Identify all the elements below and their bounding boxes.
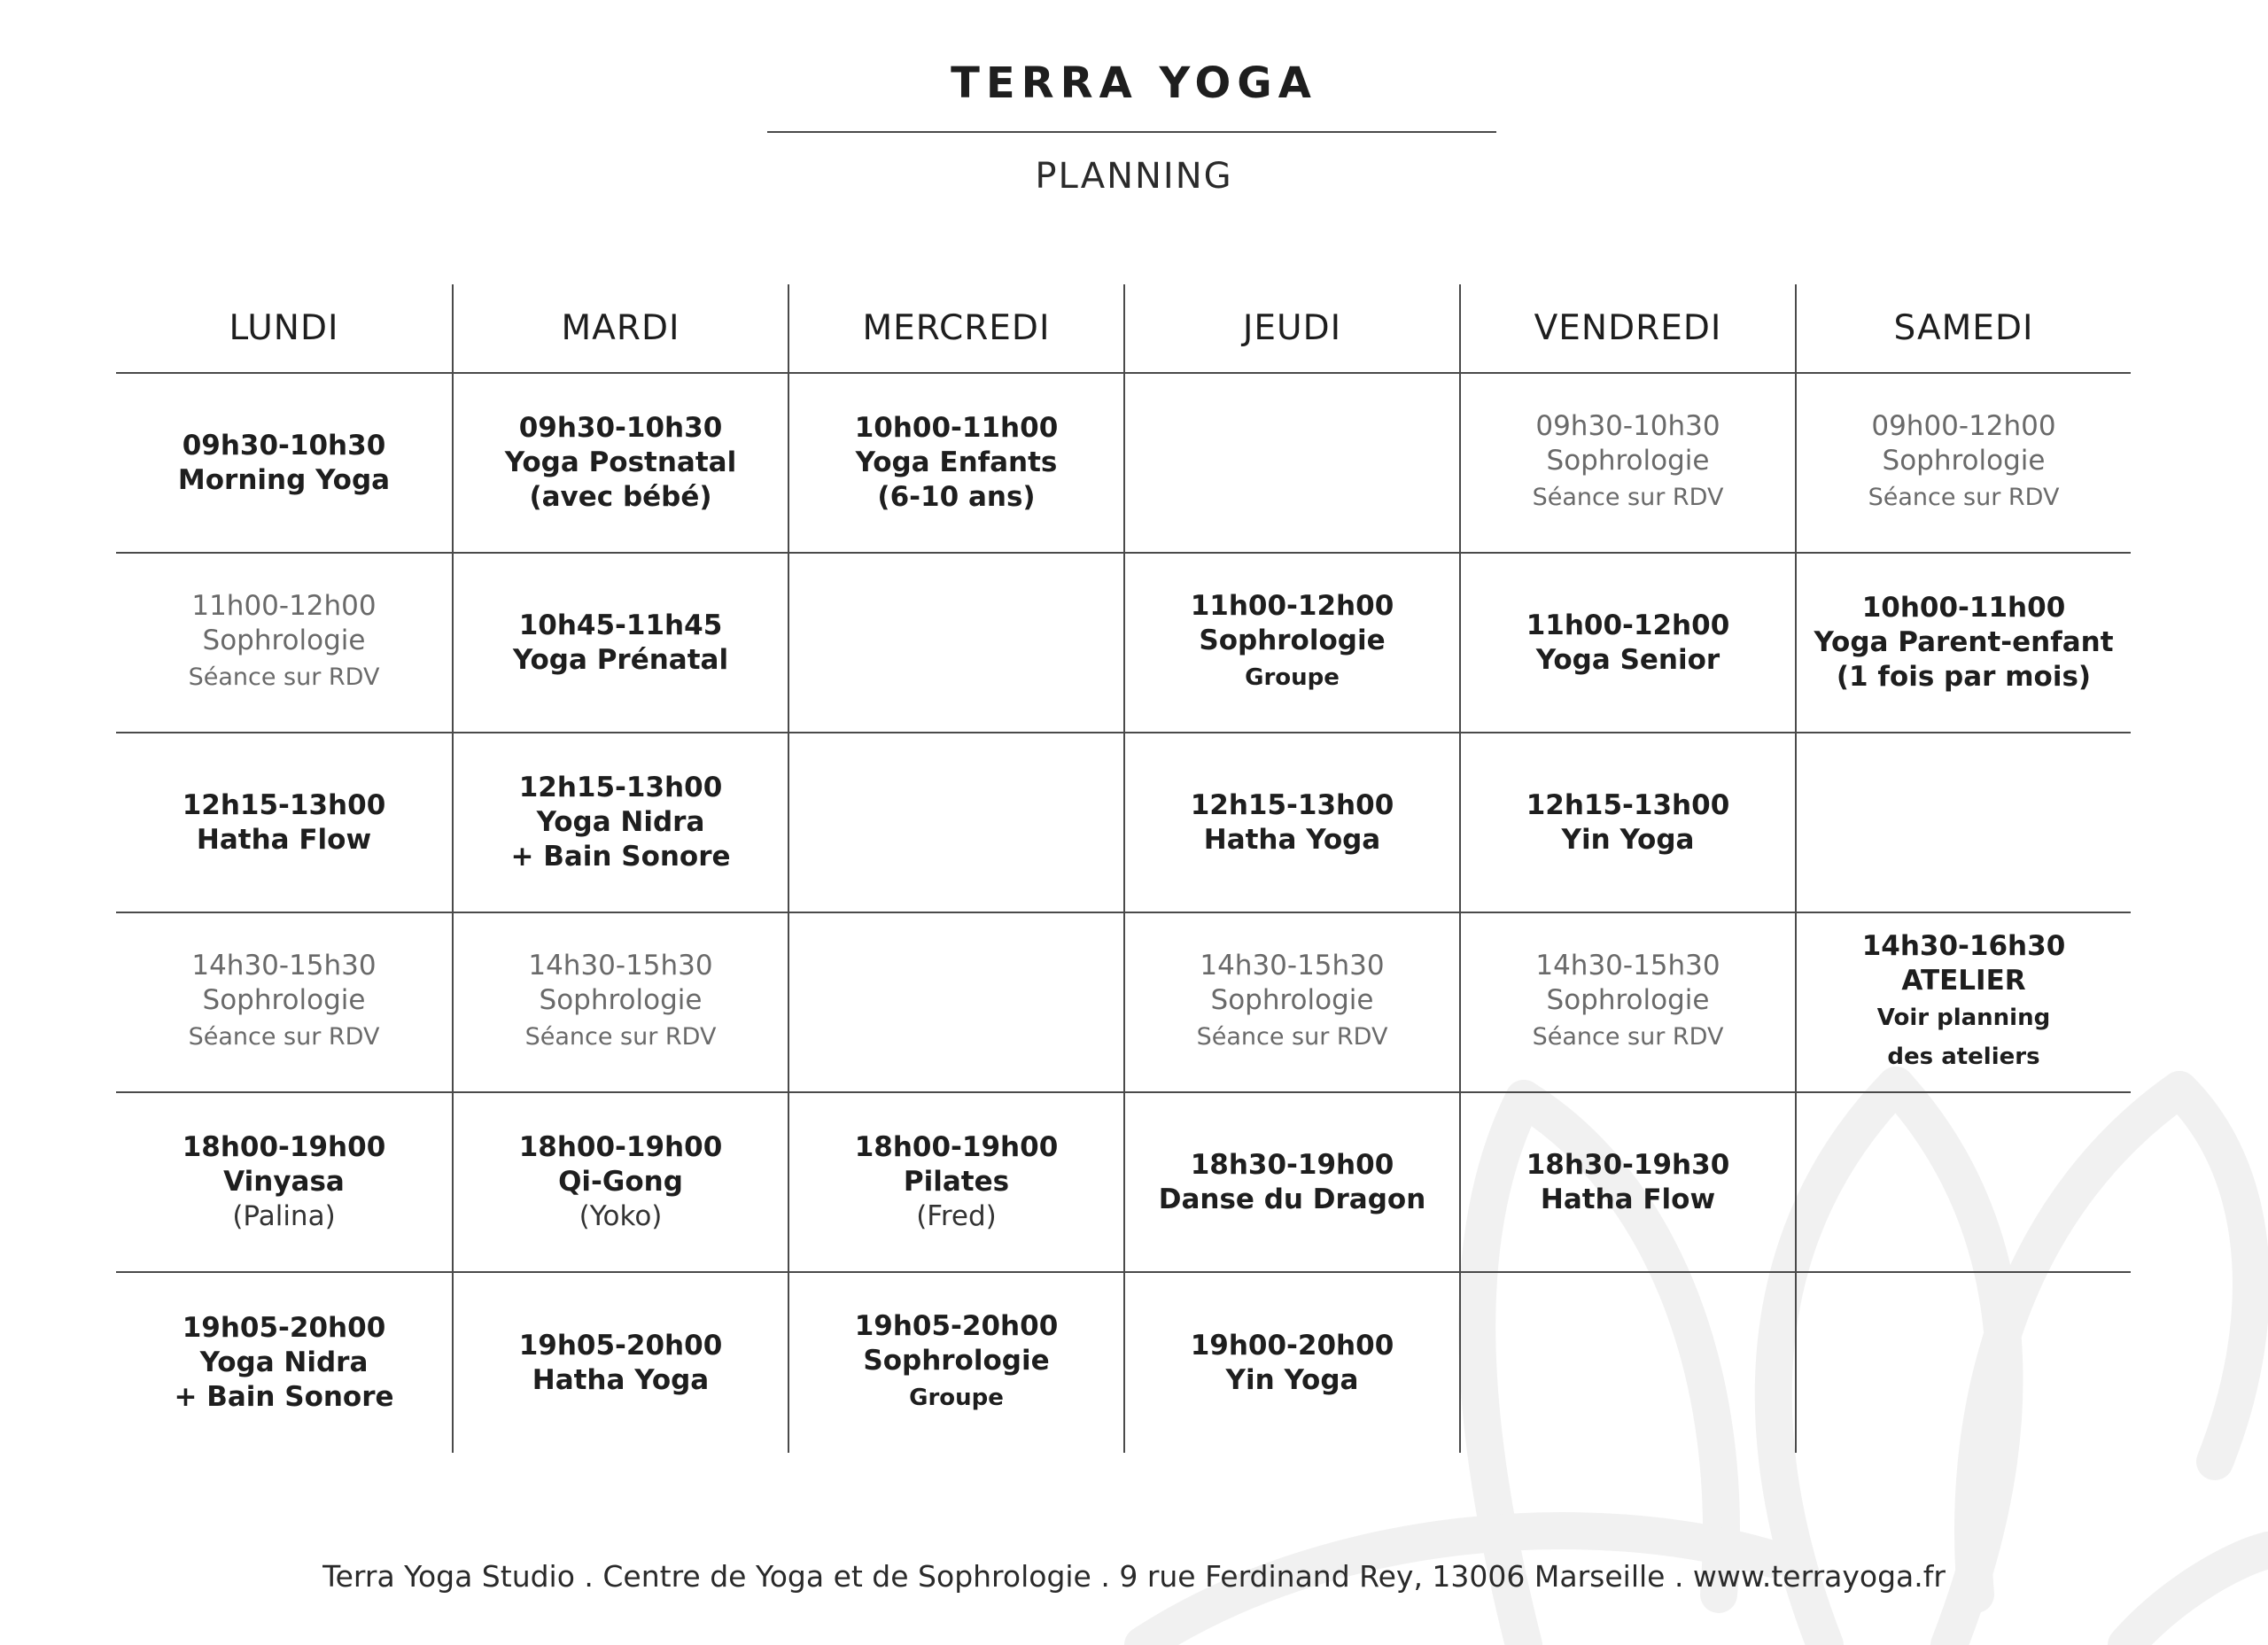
- class-detail: (6-10 ans): [877, 481, 1036, 513]
- schedule-cell: [788, 913, 1123, 1093]
- class-detail: Séance sur RDV: [188, 1022, 380, 1051]
- class-detail: Séance sur RDV: [1532, 483, 1724, 511]
- schedule-cell: [116, 733, 452, 913]
- class-time: 18h00-19h00: [854, 1131, 1059, 1163]
- class-detail: Pilates: [903, 1166, 1010, 1198]
- class-detail: Groupe: [909, 1384, 1004, 1411]
- class-detail: Hatha Yoga: [1203, 823, 1381, 856]
- class-detail: Voir planning: [1876, 1004, 2051, 1031]
- class-time: 12h15-13h00: [1526, 788, 1730, 821]
- page-subtitle: PLANNING: [1035, 156, 1233, 197]
- class-time: 18h30-19h30: [1526, 1148, 1730, 1181]
- class-time: 12h15-13h00: [182, 788, 386, 821]
- class-time: 19h05-20h00: [518, 1329, 723, 1362]
- class-time: 14h30-15h30: [528, 949, 713, 982]
- class-detail: des ateliers: [1887, 1043, 2040, 1070]
- class-detail: Danse du Dragon: [1158, 1183, 1426, 1215]
- class-detail: Yoga Enfants: [855, 446, 1058, 478]
- schedule-cell: [788, 1273, 1123, 1453]
- schedule-cell: [452, 1273, 788, 1453]
- day-header-vendredi: VENDREDI: [1459, 284, 1795, 374]
- class-detail: (1 fois par mois): [1836, 661, 2092, 693]
- schedule-cell: [1123, 1093, 1459, 1273]
- class-time: 18h30-19h00: [1190, 1148, 1394, 1181]
- class-detail: (Yoko): [579, 1200, 663, 1232]
- schedule-cell: [452, 374, 788, 554]
- schedule-cell: [452, 1093, 788, 1273]
- class-detail: Yoga Prénatal: [512, 643, 729, 676]
- class-detail: Yin Yoga: [1561, 823, 1695, 856]
- class-detail: Sophrologie: [1210, 983, 1374, 1016]
- schedule-cell: [1459, 1273, 1795, 1453]
- class-time: 11h00-12h00: [1526, 609, 1730, 641]
- schedule-cell: [452, 913, 788, 1093]
- class-detail: Sophrologie: [202, 983, 366, 1016]
- schedule-cell: [452, 554, 788, 733]
- class-detail: + Bain Sonore: [510, 841, 731, 873]
- schedule-cell: [1795, 913, 2131, 1093]
- schedule-cell: [116, 374, 452, 554]
- class-time: 12h15-13h00: [1190, 788, 1394, 821]
- schedule-cell: [1459, 554, 1795, 733]
- schedule-cell: [1459, 374, 1795, 554]
- class-detail: Sophrologie: [1546, 444, 1710, 477]
- class-detail: Hatha Flow: [196, 823, 372, 856]
- class-detail: Sophrologie: [863, 1344, 1050, 1377]
- class-detail: Séance sur RDV: [1868, 483, 2060, 511]
- schedule-cell: [1123, 374, 1459, 554]
- schedule-cell: [116, 1093, 452, 1273]
- class-time: 10h00-11h00: [1861, 592, 2066, 624]
- class-detail: Séance sur RDV: [188, 663, 380, 691]
- class-detail: Hatha Flow: [1540, 1183, 1716, 1215]
- class-detail: Vinyasa: [223, 1166, 345, 1198]
- day-header-jeudi: JEUDI: [1123, 284, 1459, 374]
- class-detail: Yoga Nidra: [199, 1346, 369, 1378]
- schedule-cell: [1459, 1093, 1795, 1273]
- class-detail: Yoga Nidra: [536, 806, 705, 838]
- schedule-cell: [1123, 733, 1459, 913]
- schedule-cell: [1795, 733, 2131, 913]
- class-time: 14h30-16h30: [1861, 929, 2066, 962]
- schedule-cell: [788, 554, 1123, 733]
- day-header-lundi: LUNDI: [116, 284, 452, 374]
- class-time: 18h00-19h00: [518, 1131, 723, 1163]
- schedule-cell: [1795, 1093, 2131, 1273]
- schedule-cell: [788, 733, 1123, 913]
- class-time: 18h00-19h00: [182, 1131, 386, 1163]
- class-detail: Yoga Postnatal: [504, 446, 737, 478]
- class-time: 09h30-10h30: [182, 429, 386, 462]
- class-detail: Sophrologie: [1199, 624, 1386, 656]
- schedule-cell: [1123, 1273, 1459, 1453]
- class-time: 11h00-12h00: [191, 589, 377, 622]
- class-detail: Sophrologie: [202, 624, 366, 656]
- schedule-cell: [788, 1093, 1123, 1273]
- schedule-cell: [1795, 1273, 2131, 1453]
- class-time: 10h00-11h00: [854, 412, 1059, 444]
- class-detail: (avec bébé): [529, 481, 712, 513]
- class-detail: Séance sur RDV: [1196, 1022, 1388, 1051]
- schedule-cell: [788, 374, 1123, 554]
- class-detail: Séance sur RDV: [524, 1022, 717, 1051]
- class-detail: Yoga Parent-enfant: [1814, 626, 2114, 658]
- class-detail: Groupe: [1245, 663, 1340, 691]
- class-detail: Sophrologie: [539, 983, 703, 1016]
- title-divider: [767, 131, 1496, 133]
- class-detail: ATELIER: [1901, 964, 2026, 997]
- class-time: 19h00-20h00: [1190, 1329, 1394, 1362]
- page-header: [0, 0, 2268, 230]
- class-detail: Hatha Yoga: [532, 1363, 710, 1396]
- class-time: 09h30-10h30: [518, 412, 723, 444]
- schedule-cell: [1795, 374, 2131, 554]
- schedule-cell: [116, 554, 452, 733]
- class-detail: (Palina): [232, 1200, 336, 1232]
- day-header-mardi: MARDI: [452, 284, 788, 374]
- day-header-mercredi: MERCREDI: [788, 284, 1123, 374]
- schedule-cell: [1459, 913, 1795, 1093]
- class-time: 09h00-12h00: [1871, 409, 2056, 442]
- class-time: 14h30-15h30: [191, 949, 377, 982]
- schedule-cell: [1795, 554, 2131, 733]
- class-detail: Sophrologie: [1882, 444, 2046, 477]
- class-detail: (Fred): [916, 1200, 997, 1232]
- schedule-cell: [1459, 733, 1795, 913]
- class-time: 12h15-13h00: [518, 772, 723, 803]
- class-time: 11h00-12h00: [1190, 589, 1394, 622]
- class-detail: Morning Yoga: [177, 463, 391, 496]
- class-detail: Séance sur RDV: [1532, 1022, 1724, 1051]
- class-detail: Yin Yoga: [1225, 1363, 1359, 1396]
- class-detail: Qi-Gong: [558, 1166, 683, 1198]
- schedule-table: [116, 284, 2131, 1453]
- class-time: 19h05-20h00: [182, 1312, 386, 1344]
- schedule-cell: [1123, 554, 1459, 733]
- schedule-cell: [1123, 913, 1459, 1093]
- class-time: 14h30-15h30: [1200, 949, 1385, 982]
- class-detail: + Bain Sonore: [174, 1381, 394, 1413]
- schedule-cell: [452, 733, 788, 913]
- class-time: 09h30-10h30: [1535, 409, 1720, 442]
- footer-info: Terra Yoga Studio . Centre de Yoga et de Sophrologie . 9 rue Ferdinand Rey, 13006 Marseille . www.terrayoga.fr: [322, 1559, 1946, 1594]
- schedule-cell: [116, 1273, 452, 1453]
- class-detail: Sophrologie: [1546, 983, 1710, 1016]
- brand-title: TERRA YOGA: [951, 58, 1317, 108]
- class-time: 14h30-15h30: [1535, 949, 1720, 982]
- class-time: 10h45-11h45: [518, 609, 723, 641]
- class-detail: Yoga Senior: [1535, 643, 1720, 676]
- schedule-cell: [116, 913, 452, 1093]
- day-header-samedi: SAMEDI: [1795, 284, 2131, 374]
- class-time: 19h05-20h00: [854, 1309, 1059, 1342]
